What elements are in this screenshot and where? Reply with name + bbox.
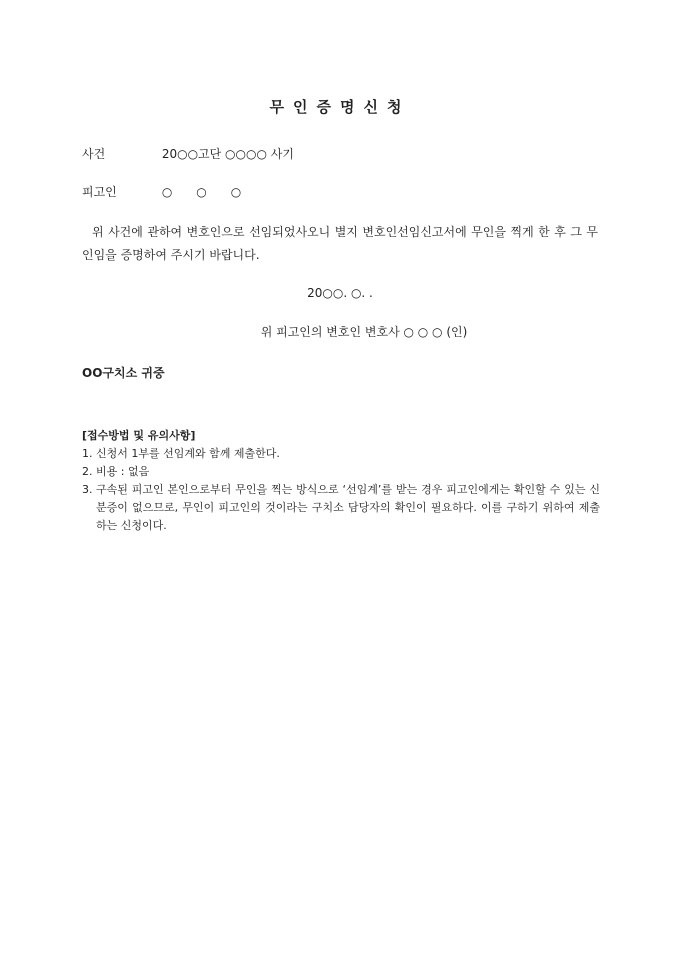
case-value: 20○○고단 ○○○○ 사기 [161,147,294,161]
notes-heading: [접수방법 및 유의사항] [82,429,196,442]
notes-item-text: 구속된 피고인 본인으로부터 무인을 찍는 방식으로 ‘선임계’를 받는 경우 피고인에게는 확인할 수 있는 신분증이 없으므로, 무인이 피고인의 것이라는 구치소 담당자의 확인이 필요하다. 이를 구하기 위하여 제출하는 신청이다. [96,483,600,532]
notes-item [82,445,600,463]
defendant-label: 피고인 [82,185,117,199]
case-label: 사건 [82,147,106,161]
request-body: 위 사건에 관하여 변호인으로 선임되었사오니 별지 변호인선임신고서에 무인을 찍게 한 후 그 무인임을 증명하여 주시기 바랍니다. [82,225,598,262]
notes-item-number: 3. [82,483,93,496]
notes-item-number: 1. [82,447,93,460]
notes-item-text: 신청서 1부를 선임계와 함께 제출한다. [96,447,280,460]
notes-list [82,445,600,535]
signature-line: 위 피고인의 변호인 변호사 ○ ○ ○ (인) [260,325,468,339]
document-title: 무인증명신청 [269,98,411,116]
notes-item-number: 2. [82,465,93,478]
defendant-value: ○ ○ ○ [161,185,242,199]
notes-item [82,481,600,535]
date-line: 20○○. ○. . [307,286,373,300]
addressee: OO구치소 귀중 [82,366,165,380]
notes-item-text: 비용 : 없음 [96,465,150,478]
notes-item [82,463,600,481]
case-row [82,145,294,162]
defendant-row [82,183,241,200]
